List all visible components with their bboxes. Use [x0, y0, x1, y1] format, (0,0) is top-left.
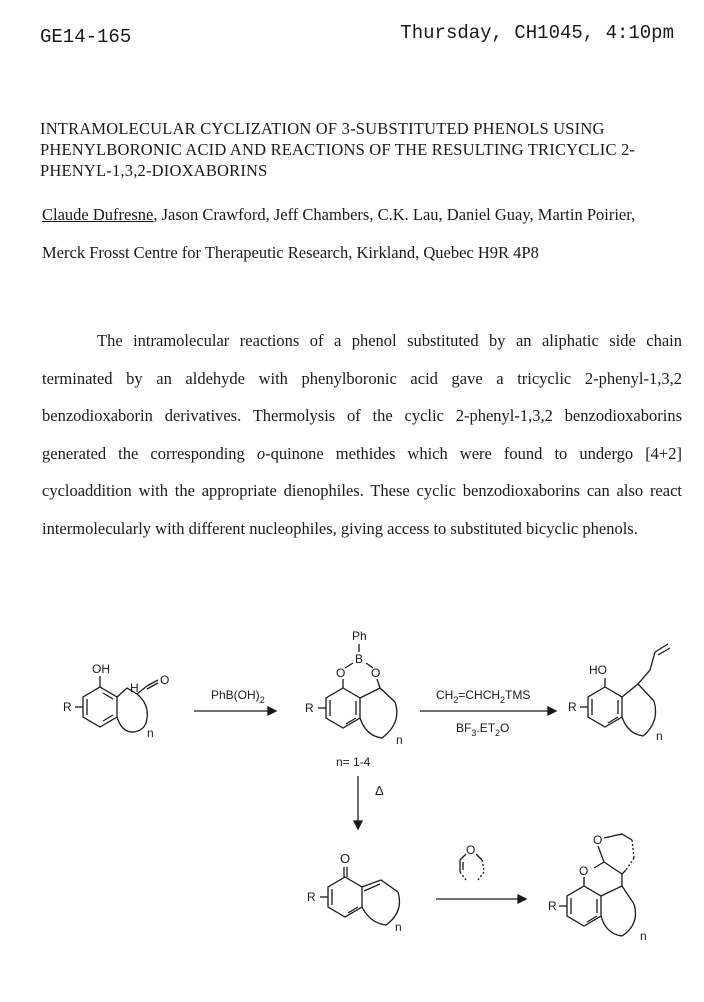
- abstract-text-part1: The intramolecular reactions of a phenol substituted by an aliphatic side chain terminated by an aldehyde with phenylboronic acid gave a tricyclic 2-phenyl-1,3,2 benzodioxaborin derivatives. Thermolysis of the cyclic 2-phenyl-1,3,2 benzodioxaborins generated the corresponding: [42, 331, 682, 463]
- session-time: Thursday, CH1045, 4:10pm: [400, 22, 674, 44]
- dioxaborin-structure: [305, 629, 403, 769]
- final-o1-label: O: [593, 833, 603, 847]
- quinone-methide-structure: [307, 851, 402, 934]
- abstract-italic-o: o: [256, 443, 266, 463]
- reaction-scheme: [0, 618, 704, 1002]
- author-list: [42, 205, 692, 225]
- arrow-1-head: [268, 707, 276, 715]
- int-r-label: R: [305, 701, 314, 715]
- sm-n-label: n: [147, 726, 154, 740]
- final-o2-label: O: [579, 864, 589, 878]
- prod-r-label: R: [568, 700, 577, 714]
- qm-n-label: n: [395, 920, 402, 934]
- int-o2-label: O: [371, 666, 381, 680]
- starting-material-structure: [63, 662, 169, 740]
- prod-ho-label: HO: [589, 663, 607, 677]
- presenting-author: Claude Dufresne: [42, 205, 154, 224]
- prod-n-label: n: [656, 729, 663, 743]
- co-authors: , Jason Crawford, Jeff Chambers, C.K. Lau, Daniel Guay, Martin Poirier,: [153, 205, 636, 224]
- abstract-title: INTRAMOLECULAR CYCLIZATION OF 3-SUBSTITUTED PHENOLS USING PHENYLBORONIC ACID AND REACTIONS OF THE RESULTING TRICYCLIC 2-PHENYL-1,3,2-DIOXABORINS: [40, 119, 636, 180]
- int-n-label: n: [396, 733, 403, 747]
- sm-o-label: O: [160, 673, 170, 687]
- arrow-2-head: [548, 707, 556, 715]
- heat-label: Δ: [375, 783, 384, 798]
- diene-o-label: O: [466, 843, 476, 857]
- boron-label: B: [355, 652, 364, 666]
- reagent-3-label: $BF_3.ET_2O$: [456, 721, 510, 738]
- n-range-label: n= 1-4: [336, 755, 371, 769]
- affiliation: Merck Frosst Centre for Therapeutic Research, Kirkland, Quebec H9R 4P8: [42, 243, 539, 262]
- session-code: GE14-165: [40, 26, 132, 48]
- vinyl-ether-structure: [460, 843, 484, 880]
- final-n-label: n: [640, 929, 647, 943]
- arrow-3-head: [518, 895, 526, 903]
- sm-r-label: R: [63, 700, 72, 714]
- reagent-2-label: $CH_2=CHCH_2TMS$: [436, 688, 531, 705]
- abstract-body: [42, 322, 682, 547]
- qm-r-label: R: [307, 890, 316, 904]
- final-r-label: R: [548, 899, 557, 913]
- allyl-phenol-structure: [568, 644, 670, 743]
- arrow-heat-head: [354, 821, 362, 829]
- sm-oh-label: OH: [92, 662, 110, 676]
- cycloadduct-structure: [548, 833, 647, 943]
- int-o1-label: O: [336, 666, 346, 680]
- ph-label: Ph: [352, 629, 367, 643]
- reagent-1-label: $PhB(OH)_2$: [211, 688, 265, 705]
- abstract-text-part2: -quinone methides which were found to undergo [4+2] cycloaddition with the appropriate dienophiles. These cyclic benzodioxaborins can also react intermolecularly with different nucleophiles, giving access to substituted bicyclic phenols.: [42, 443, 682, 538]
- qm-o-label: O: [340, 851, 351, 866]
- sm-h-label: H: [130, 681, 139, 695]
